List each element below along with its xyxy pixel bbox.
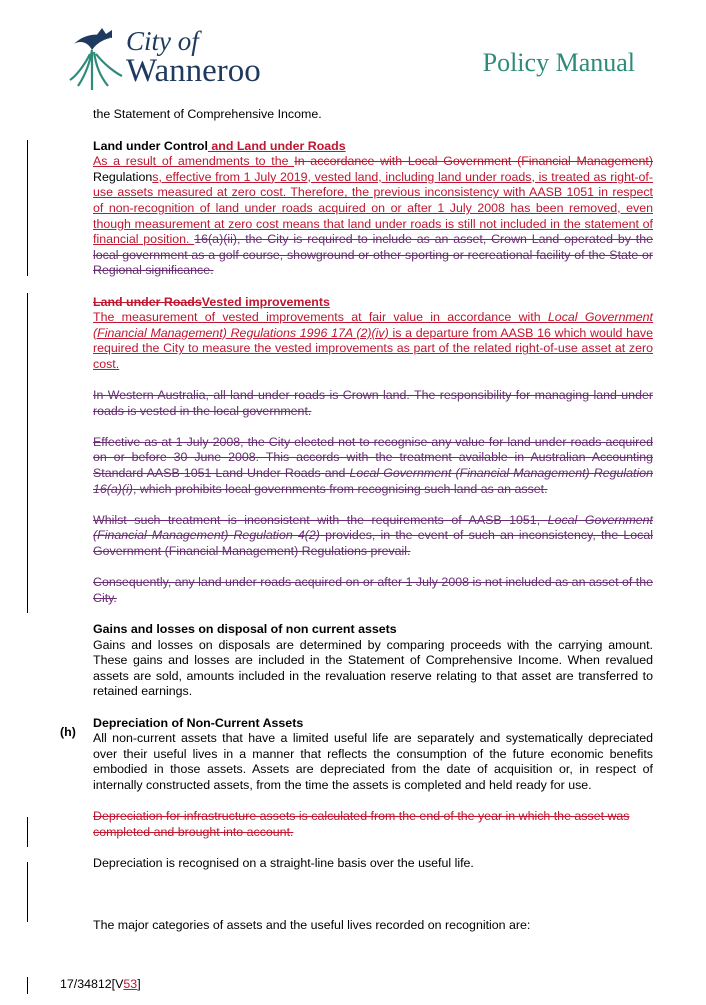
inserted-text: is a departure from AASB 16 which would have required the City to measure the vested improvements as part of the related right-of-use asset at zero cost. [93,325,653,371]
vested-heading-inserted: Vested improvements [201,294,330,309]
depreciation-paragraph: All non-current assets that have a limited useful life are separately and systematically depreciated over their useful lives in a manner that reflects the consumption of the future economic benefits embodied in those assets. Assets are depreciated from the date of acquisition or, in respect of internally constructed assets, from the time the assets is completed and held ready for use. [93,731,653,792]
land-heading-inserted: and Land under Roads [207,138,346,153]
logo-city-of: City of [126,26,199,56]
deleted-paragraph-4: Consequently, any land under roads acquired on or after 1 July 2008 is not included as an asset of the City. [93,575,653,605]
change-bar [27,977,28,994]
document-body [93,107,653,934]
deleted-text: , which prohibits local governments from recognising such land as an asset. [132,481,548,496]
policy-manual-title: Policy Manual [482,48,635,77]
land-heading [93,139,653,155]
depreciation-deleted: Depreciation for infrastructure assets is calculated from the end of the year in which the asset was completed and brought into account. [93,809,630,839]
deleted-text: In accordance with Local Government (Financial Management) [294,154,653,169]
section-marker: (h) [60,725,76,739]
deleted-paragraph-3 [93,513,653,560]
vested-heading-deleted: Land under Roads [93,294,202,309]
deleted-text: provides, in the event of such an inconsistency, the Local Government (Financial Management) Regulations prevail. [93,528,653,559]
land-heading-text: Land under Control [93,138,208,153]
inserted-text: The measurement of vested improvements at fair value in accordance with [93,310,548,325]
categories-text: The major categories of assets and the useful lives recorded on recognition are: [93,918,531,933]
intro-line: the Statement of Comprehensive Income. [93,107,322,121]
vested-heading [93,295,653,311]
ref-version: 53 [123,977,138,991]
plain-text: Regulation [93,169,153,184]
deleted-text-italic: Local Government (Financial Management) Regulation 16(a)(i) [93,466,653,496]
document-reference [60,977,141,991]
deleted-paragraph-2 [93,435,653,497]
straight-line-text: Depreciation is recognised on a straight-line basis over the useful life. [93,855,474,870]
change-bar [27,862,28,922]
deleted-text: Whilst such treatment is inconsistent with the requirements of AASB 1051, [93,512,548,527]
depreciation-heading: Depreciation of Non-Current Assets [93,715,304,730]
inserted-text-italic: Local Government (Financial Management) Regulations 1996 17A (2)(iv) [93,310,654,340]
gains-heading: Gains and losses on disposal of non current assets [93,622,397,636]
deleted-paragraph-1: In Western Australia, all land under roads is Crown land. The responsibility for managing land under roads is vested in the local government. [93,388,653,418]
land-paragraph [93,154,653,279]
gains-paragraph: Gains and losses on disposals are determined by comparing proceeds with the carrying amount. These gains and losses are included in the Statement of Comprehensive Income. When revalued assets are sold, amounts included in the revaluation reserve relating to that asset are transferred to retained earnings. [93,637,653,699]
ref-prefix: 17/34812[V [60,977,124,991]
city-of-wanneroo-logo-icon [66,26,126,96]
inserted-text: As a result of amendments to the [93,154,295,169]
logo-wanneroo: Wanneroo [126,53,261,89]
deleted-text: Effective as at 1 July 2008, the City elected not to recognise any value for land under roads acquired on or before 30 June 2008. This accords with the treatment available in Australian Accounting Standard AASB 1051 Land Under Roads and [93,434,653,481]
deleted-text: 16(a)(ii), the City is required to include as an asset, Crown Land operated by the local government as a golf course, showground or other sporting or recreational facility of the State or Regional significance. [93,232,653,278]
change-bar [27,293,28,613]
inserted-text: s, effective from 1 July 2019, vested land, including land under roads, is treated as right-of-use assets measured at zero cost. Therefore, the previous inconsistency with AASB 1051 in respect of non-recognition of land under roads acquired on or after 1 July 2008 has been removed, even though measurement at zero cost means that land under roads is still not included in the statement of financial position. [93,169,653,247]
deleted-text-italic: Local Government (Financial Management) Regulation 4(2) [93,512,653,543]
vested-paragraph [93,310,653,372]
ref-suffix: ] [137,977,141,991]
change-bar [27,140,28,276]
change-bar [27,817,28,847]
